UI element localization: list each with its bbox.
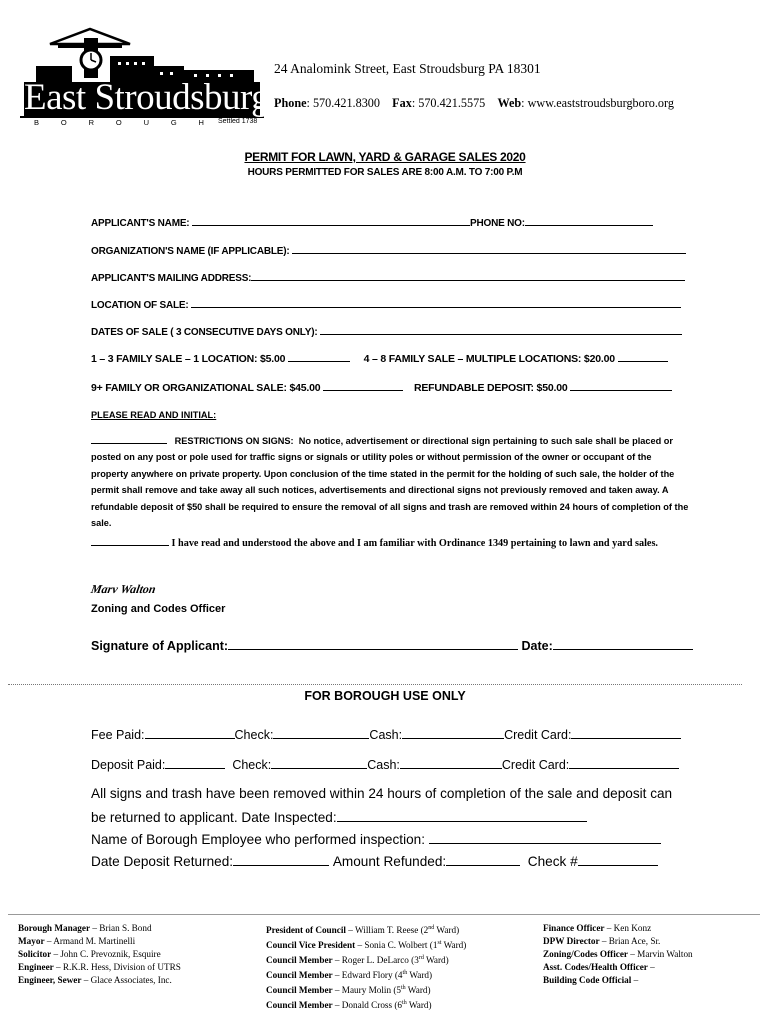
deposit-returned-row <box>91 851 658 869</box>
fax-label: Fax <box>392 96 412 110</box>
location-label: LOCATION OF SALE: <box>91 300 189 311</box>
deposit-check-label: Check: <box>232 758 272 772</box>
hours-subtitle: HOURS PERMITTED FOR SALES ARE 8:00 A.M. TO 7:00 P.M <box>247 167 523 178</box>
fee1-field[interactable] <box>288 350 350 362</box>
acknowledge-paragraph <box>91 536 691 552</box>
footer-divider <box>8 914 760 915</box>
permit-title: PERMIT FOR LAWN, YARD & GARAGE SALES 2020 <box>244 150 526 164</box>
location-field[interactable] <box>191 296 681 308</box>
footer-col-1 <box>18 922 258 987</box>
employee-field[interactable] <box>429 829 661 844</box>
officer-signature: Marv Walton <box>89 582 157 596</box>
organization-field[interactable] <box>292 242 686 254</box>
date-returned-label: Date Deposit Returned: <box>91 854 234 869</box>
acknowledge-text: I have read and understood the above and I am familiar with Ordinance 1349 pertaining to lawn and yard sales. <box>171 538 658 549</box>
logo-letter: U <box>143 118 149 127</box>
footer-entry: Engineer – R.K.R. Hess, Division of UTRS <box>18 962 181 972</box>
fee-paid-label: Fee Paid: <box>91 728 145 742</box>
logo-letter: R <box>88 118 94 127</box>
inspection-statement-2 <box>91 807 587 825</box>
restrictions-text: No notice, advertisement or directional sign pertaining to such sale shall be placed or posted on any post or pole used for traffic signs or signals or utility poles or without permission of the owner or occupant of the property anywhere on private property. Upon conclusion of the time stated in the permit for the holding of such sale, the holder of the permit shall remove and take away all such notices, advertisements and directional signs not previously removed and taken away. A refundable deposit of $50 shall be required to ensure the removal of all signs and trash are removed within 24 hours of completion of the sale. <box>91 436 689 529</box>
footer-entry: Council Member – Roger L. DeLarco (3rd Ward) <box>266 955 449 966</box>
footer-entry: Finance Officer – Ken Konz <box>543 923 652 933</box>
deposit-cash-field[interactable] <box>400 755 502 769</box>
logo-letter: O <box>60 118 67 127</box>
mailing-address-field[interactable] <box>251 269 685 281</box>
deposit-credit-label: Credit Card: <box>501 758 570 772</box>
footer-entry: Engineer, Sewer – Glace Associates, Inc. <box>18 975 172 985</box>
applicant-date-field[interactable] <box>553 636 693 650</box>
organization-row <box>91 242 686 257</box>
deposit-credit-field[interactable] <box>569 755 679 769</box>
borough-logo <box>14 26 270 130</box>
applicant-name-label: APPLICANT'S NAME: <box>91 218 190 229</box>
footer-entry: Mayor – Armand M. Martinelli <box>18 936 136 946</box>
fee-credit-field[interactable] <box>571 725 681 739</box>
fax-value: : 570.421.5575 <box>411 96 486 110</box>
fee-paid-row <box>91 725 681 742</box>
date-inspected-field[interactable] <box>337 807 587 822</box>
deposit-paid-field[interactable] <box>165 755 225 769</box>
fee3-label: 9+ FAMILY OR ORGANIZATIONAL SALE: $45.00 <box>91 382 321 394</box>
section-divider <box>8 684 742 685</box>
employee-label: Name of Borough Employee who performed inspection: <box>91 832 425 847</box>
footer-entry: Borough Manager – Brian S. Bond <box>18 923 152 933</box>
acknowledge-initial-field[interactable] <box>91 536 169 546</box>
fee-cash-field[interactable] <box>402 725 504 739</box>
fee-paid-field[interactable] <box>145 725 235 739</box>
logo-letter: O <box>115 118 122 127</box>
restrictions-paragraph <box>91 433 689 531</box>
officer-title: Zoning and Codes Officer <box>91 603 226 615</box>
footer-entry: Council Member – Edward Flory (4th Ward) <box>266 970 433 981</box>
fee-row-2 <box>91 379 672 394</box>
fee-check-field[interactable] <box>273 725 369 739</box>
footer-entry: Building Code Official – <box>543 975 639 985</box>
restrictions-initial-field[interactable] <box>91 434 167 444</box>
logo-letter: B <box>34 118 40 127</box>
footer-entry: Council Member – Donald Cross (6th Ward) <box>266 1000 432 1011</box>
employee-row <box>91 829 661 847</box>
dates-label: DATES OF SALE ( 3 CONSECUTIVE DAYS ONLY): <box>91 327 318 338</box>
address: 24 Analomink Street, East Stroudsburg PA 18301 <box>274 61 541 76</box>
deposit-paid-row <box>91 755 679 772</box>
location-row <box>91 296 681 311</box>
check-no-label: Check # <box>527 854 578 869</box>
fee3-field[interactable] <box>323 379 403 391</box>
logo-settled: Settled 1738 <box>218 118 258 125</box>
mailing-address-label: APPLICANT'S MAILING ADDRESS: <box>91 273 252 284</box>
footer-entry: Solicitor – John C. Prevoznik, Esquire <box>18 949 161 959</box>
fee2-label: 4 – 8 FAMILY SALE – MULTIPLE LOCATIONS: $20.00 <box>363 353 615 365</box>
applicant-date-label: Date: <box>521 639 553 653</box>
fee-cash-label: Cash: <box>369 728 403 742</box>
fee-check-label: Check: <box>234 728 274 742</box>
read-initial-heading: PLEASE READ AND INITIAL: <box>91 410 217 420</box>
phone-no-field[interactable] <box>525 214 653 226</box>
applicant-signature-row <box>91 636 693 653</box>
deposit-paid-label: Deposit Paid: <box>91 758 166 772</box>
applicant-name-field[interactable] <box>192 214 470 226</box>
footer-col-2 <box>266 922 536 1012</box>
footer-entry: Asst. Codes/Health Officer – <box>543 962 655 972</box>
contact-line <box>274 96 674 111</box>
applicant-name-row <box>91 214 653 229</box>
organization-label: ORGANIZATION'S NAME (IF APPLICABLE): <box>91 246 290 257</box>
fee2-field[interactable] <box>618 350 668 362</box>
footer-entry: DPW Director – Brian Ace, Sr. <box>543 936 661 946</box>
restrictions-label: RESTRICTIONS ON SIGNS: <box>174 436 294 446</box>
phone-value: : 570.421.8300 <box>306 96 380 110</box>
footer-entry: Council Vice President – Sonia C. Wolbert (1st Ward) <box>266 940 467 951</box>
borough-use-heading: FOR BOROUGH USE ONLY <box>304 689 466 703</box>
fee-row-1 <box>91 350 668 365</box>
fee-credit-label: Credit Card: <box>504 728 572 742</box>
web-label: Web <box>497 96 522 110</box>
logo-borough-row <box>34 118 204 130</box>
applicant-signature-label: Signature of Applicant: <box>91 639 229 653</box>
applicant-signature-field[interactable] <box>228 636 518 650</box>
inspection-statement-1: All signs and trash have been removed within 24 hours of completion of the sale and deposit can <box>91 786 673 801</box>
deposit-field[interactable] <box>570 379 672 391</box>
footer-entry: Council Member – Maury Molin (5th Ward) <box>266 985 431 996</box>
dates-field[interactable] <box>320 323 682 335</box>
footer-entry: Zoning/Codes Officer – Marvin Walton <box>543 949 693 959</box>
phone-label: Phone <box>274 96 307 110</box>
logo-letter: H <box>198 118 204 127</box>
amount-refunded-field[interactable] <box>446 851 520 866</box>
footer-col-3 <box>543 922 763 987</box>
deposit-label: REFUNDABLE DEPOSIT: $50.00 <box>413 382 568 394</box>
amount-refunded-label: Amount Refunded: <box>332 854 447 869</box>
phone-no-label: PHONE NO: <box>470 218 525 229</box>
fee1-label: 1 – 3 FAMILY SALE – 1 LOCATION: $5.00 <box>91 353 286 365</box>
date-returned-field[interactable] <box>233 851 329 866</box>
deposit-check-field[interactable] <box>271 755 367 769</box>
footer-entry: President of Council – William T. Reese (2nd Ward) <box>266 925 460 936</box>
dates-row <box>91 323 682 338</box>
check-no-field[interactable] <box>578 851 658 866</box>
mailing-address-row <box>91 269 685 284</box>
logo-text: East Stroudsburg <box>24 77 270 118</box>
web-value: : www.eaststroudsburgboro.org <box>521 96 674 110</box>
deposit-cash-label: Cash: <box>367 758 400 772</box>
logo-letter: G <box>170 118 177 127</box>
date-inspected-label: be returned to applicant. Date Inspected: <box>91 810 337 825</box>
